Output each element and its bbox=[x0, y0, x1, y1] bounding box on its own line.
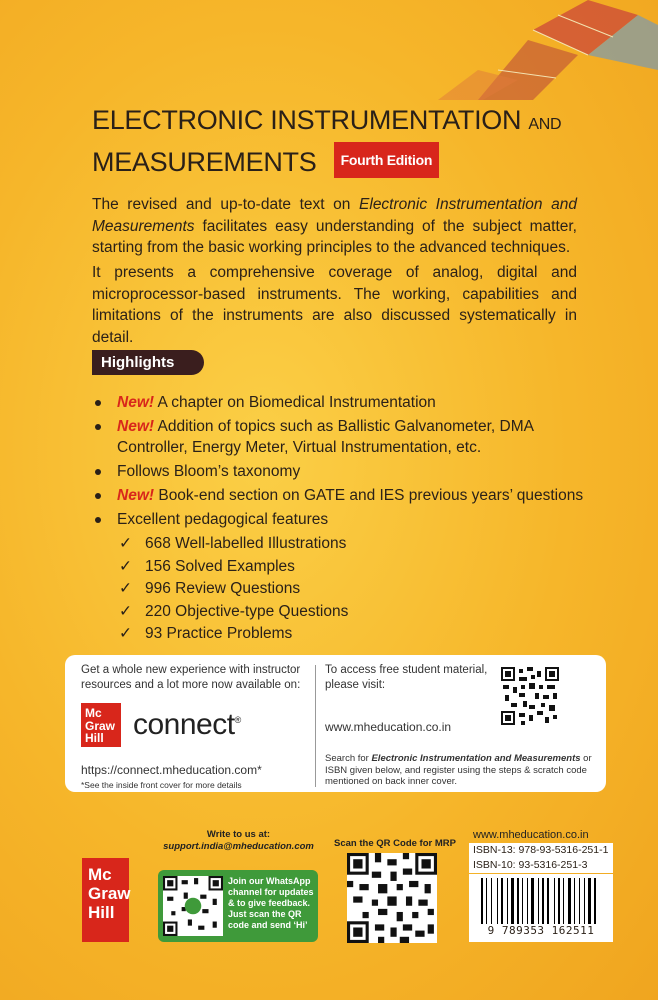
cover-corner-artwork bbox=[438, 0, 658, 100]
highlight-text: Addition of topics such as Ballistic Galvanometer, DMA Controller, Energy Meter, Virtual Instrumentation, etc. bbox=[117, 418, 534, 456]
student-material-text: To access free student material, please visit: bbox=[325, 664, 488, 691]
barcode-bar bbox=[497, 878, 498, 924]
highlight-item bbox=[95, 509, 585, 530]
support-email[interactable]: support.india@mheducation.com bbox=[163, 841, 314, 852]
title-and: AND bbox=[528, 116, 562, 133]
barcode-bar bbox=[554, 878, 555, 924]
barcode-icon bbox=[481, 878, 605, 924]
connect-intro: Get a whole new experience with instructor resources and a lot more now available on: bbox=[81, 664, 301, 691]
barcode-bar bbox=[486, 878, 487, 924]
check-icon: ✓ bbox=[119, 580, 132, 597]
description-paragraph-1 bbox=[92, 194, 577, 259]
title-line-2: MEASUREMENTS bbox=[92, 147, 317, 177]
barcode-bar bbox=[522, 878, 523, 924]
whatsapp-box bbox=[158, 870, 318, 942]
feature-text: 156 Solved Examples bbox=[145, 557, 295, 575]
search-text: or ISBN given below, and register using the steps & scratch code mentioned on back inner cover. bbox=[325, 753, 592, 787]
connect-footnote: *See the inside front cover for more details bbox=[81, 780, 242, 790]
connect-info-panel bbox=[65, 655, 606, 792]
barcode-bar bbox=[507, 878, 508, 924]
feature-item bbox=[95, 556, 585, 577]
student-qr-code-icon bbox=[501, 667, 559, 725]
publisher-website[interactable]: www.mheducation.co.in bbox=[473, 829, 589, 841]
barcode-bar bbox=[481, 878, 483, 924]
mrp-qr-code-icon bbox=[347, 853, 437, 943]
search-instructions bbox=[325, 753, 600, 788]
new-tag: New! bbox=[117, 487, 155, 504]
desc-text: The revised and up-to-date text on bbox=[92, 196, 360, 213]
barcode-box bbox=[469, 874, 613, 942]
mrp-label: Scan the QR Code for MRP bbox=[334, 838, 456, 849]
mcgraw-hill-logo: Mc Graw Hill bbox=[81, 703, 121, 747]
whatsapp-text: Join our WhatsApp channel for updates & to give feedback. Just scan the QR code and send ‘Hi’ bbox=[228, 876, 314, 930]
check-icon: ✓ bbox=[119, 602, 132, 620]
highlight-text: Excellent pedagogical features bbox=[117, 511, 329, 528]
isbn-10: ISBN-10: 93-5316-251-3 bbox=[473, 858, 588, 871]
highlight-text: A chapter on Biomedical Instrumentation bbox=[154, 394, 436, 411]
highlight-item bbox=[95, 392, 585, 413]
feature-item bbox=[95, 601, 585, 622]
barcode-bar bbox=[568, 878, 571, 924]
new-tag: New! bbox=[117, 394, 155, 411]
desc-text: facilitates easy understanding of the subject matter, starting from the basic working principles to the advanced techniques. bbox=[92, 217, 577, 256]
panel-divider bbox=[315, 665, 316, 787]
contact-block bbox=[162, 829, 315, 853]
highlights-list bbox=[95, 392, 585, 646]
connect-url[interactable]: https://connect.mheducation.com* bbox=[81, 763, 262, 777]
barcode-bar bbox=[574, 878, 575, 924]
barcode-bar bbox=[527, 878, 528, 924]
barcode-bar bbox=[538, 878, 539, 924]
book-title bbox=[92, 103, 592, 179]
write-to-us-label: Write to us at: bbox=[206, 829, 271, 840]
barcode-bar bbox=[584, 878, 585, 924]
barcode-bar bbox=[558, 878, 560, 924]
student-url[interactable]: www.mheducation.co.in bbox=[325, 720, 452, 734]
check-icon: ✓ bbox=[119, 557, 132, 575]
highlight-item bbox=[95, 416, 585, 458]
barcode-bar bbox=[501, 878, 503, 924]
feature-item bbox=[95, 533, 585, 554]
isbn-box bbox=[469, 843, 613, 873]
whatsapp-qr-code-icon bbox=[163, 876, 223, 936]
feature-text: 220 Objective-type Questions bbox=[145, 602, 349, 620]
new-tag: New! bbox=[117, 418, 155, 435]
description-paragraph-2: It presents a comprehensive coverage of analog, digital and microprocessor-based instruments. The working, capabilities and limitations of the instruments are also discussed systematically in detail. bbox=[92, 264, 577, 346]
barcode-bar bbox=[531, 878, 534, 924]
connect-wordmark: connect bbox=[133, 708, 235, 741]
barcode-bar bbox=[547, 878, 549, 924]
barcode-bar bbox=[517, 878, 519, 924]
highlight-text: Book-end section on GATE and IES previous years’ questions bbox=[154, 487, 584, 504]
isbn-13: ISBN-13: 978-93-5316-251-1 bbox=[473, 844, 609, 856]
barcode-bar bbox=[594, 878, 596, 924]
connect-logo: connect® bbox=[133, 708, 241, 741]
highlights-heading: Highlights bbox=[92, 350, 204, 375]
desc-book-title: Electronic Instrumentation and Measurements bbox=[92, 196, 577, 235]
highlight-item bbox=[95, 461, 585, 482]
feature-text: 668 Well-labelled Illustrations bbox=[145, 535, 347, 552]
title-line-1: ELECTRONIC INSTRUMENTATION bbox=[92, 105, 522, 135]
feature-text: 93 Practice Problems bbox=[145, 625, 293, 642]
publisher-logo: Mc Graw Hill bbox=[82, 858, 129, 942]
feature-text: 996 Review Questions bbox=[145, 580, 301, 597]
barcode-digits: 9 789353 162511 bbox=[487, 924, 595, 937]
search-book-title: Electronic Instrumentation and Measurements bbox=[371, 753, 581, 764]
highlight-text: Follows Bloom’s taxonomy bbox=[117, 463, 301, 480]
check-icon: ✓ bbox=[119, 625, 132, 642]
barcode-bar bbox=[542, 878, 544, 924]
search-text: Search for bbox=[325, 753, 372, 764]
barcode-bar bbox=[588, 878, 591, 924]
barcode-bar bbox=[511, 878, 514, 924]
barcode-bar bbox=[563, 878, 564, 924]
feature-item bbox=[95, 623, 585, 644]
edition-badge: Fourth Edition bbox=[334, 142, 439, 178]
check-icon: ✓ bbox=[119, 535, 132, 552]
barcode-bar bbox=[579, 878, 580, 924]
barcode-bar bbox=[491, 878, 492, 924]
feature-item bbox=[95, 578, 585, 599]
highlight-item bbox=[95, 485, 585, 506]
